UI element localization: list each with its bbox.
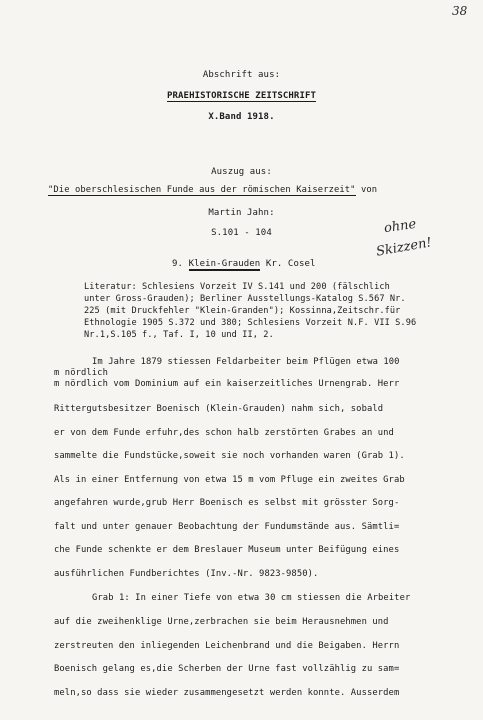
journal-title bbox=[0, 91, 483, 102]
literature-line-3: 225 (mit Druckfehler "Klein-Granden"); Kossinna,Zeitschr.für bbox=[84, 306, 401, 316]
handwritten-note-line-1: ohne bbox=[383, 216, 418, 237]
page-number: 38 bbox=[452, 4, 468, 18]
paragraph-1-line-4: er von dem Funde erfuhr,des schon halb zerstörten Grabes an und bbox=[54, 428, 394, 438]
paragraph-1-line-6: Als in einer Entfernung von etwa 15 m vom Pfluge ein zweites Grab bbox=[54, 475, 405, 485]
paragraph-2-line-4: Boenisch gelang es,die Scherben der Urne fast vollzählig zu sam= bbox=[54, 664, 400, 674]
literature-line-4: Ethnologie 1905 S.372 und 380; Schlesiens Vorzeit N.F. VII S.96 bbox=[84, 318, 417, 328]
volume-line: X.Band 1918. bbox=[208, 112, 275, 122]
section-number: 9. bbox=[172, 259, 184, 269]
paragraph-1-line-2: m nördlich vom Dominium auf ein kaiserzeitliches Urnengrab. Herr bbox=[54, 379, 400, 389]
journal-title-text: PRAEHISTORISCHE ZEITSCHRIFT bbox=[167, 91, 316, 101]
handwritten-note-line-2: Skizzen! bbox=[375, 235, 433, 260]
paragraph-2-line-3: zerstreuten den inliegenden Leichenbrand und die Beigaben. Herrn bbox=[54, 641, 400, 651]
paragraph-1-line-5: sammelte die Fundstücke,soweit sie noch vorhanden waren (Grab 1). bbox=[54, 451, 405, 461]
paragraph-1-line-3: Rittergutsbesitzer Boenisch (Klein-Grauden) nahm sich, sobald bbox=[54, 404, 384, 414]
extract-title: "Die oberschlesischen Funde aus der römischen Kaiserzeit" bbox=[48, 185, 356, 195]
author-line: Martin Jahn: bbox=[208, 208, 275, 218]
paragraph-1-line-8: falt und unter genauer Beobachtung der Fundumstände aus. Sämtli= bbox=[54, 522, 400, 532]
extract-title-suffix: von bbox=[361, 185, 378, 195]
paragraph-1-line-7: angefahren wurde,grub Herr Boenisch es selbst mit grösster Sorg- bbox=[54, 498, 400, 508]
extract-label: Auszug aus: bbox=[211, 167, 272, 177]
paragraph-1-line-10: ausführlichen Fundberichtes (Inv.-Nr. 9823-9850). bbox=[54, 569, 319, 579]
section-heading bbox=[172, 259, 316, 270]
literature-line-2: unter Gross-Grauden); Berliner Ausstellungs-Katalog S.567 Nr. bbox=[84, 294, 406, 304]
paragraph-1-line-2a: m nördlich bbox=[54, 368, 108, 378]
section-suffix: Kr. Cosel bbox=[265, 259, 316, 269]
paragraph-1-line-1: Im Jahre 1879 stiessen Feldarbeiter beim Pflügen etwa 100 bbox=[92, 357, 400, 367]
extract-title-line bbox=[48, 185, 377, 196]
section-place: Klein-Grauden bbox=[188, 259, 261, 269]
header-line-1: Abschrift aus: bbox=[202, 70, 281, 80]
pages-line: S.101 - 104 bbox=[211, 228, 272, 238]
paragraph-2-line-2: auf die zweihenklige Urne,zerbrachen sie beim Herausnehmen und bbox=[54, 617, 389, 627]
literature-line-5: Nr.1,S.105 f., Taf. I, 10 und II, 2. bbox=[84, 330, 274, 340]
paragraph-2-line-1: Grab 1: In einer Tiefe von etwa 30 cm stiessen die Arbeiter bbox=[92, 593, 411, 603]
paragraph-1-line-9: che Funde schenkte er dem Breslauer Museum unter Beifügung eines bbox=[54, 545, 400, 555]
paragraph-2-line-5: meln,so dass sie wieder zusammengesetzt werden konnte. Ausserdem bbox=[54, 688, 400, 698]
literature-line-1: Literatur: Schlesiens Vorzeit IV S.141 und 200 (fälschlich bbox=[84, 282, 390, 292]
